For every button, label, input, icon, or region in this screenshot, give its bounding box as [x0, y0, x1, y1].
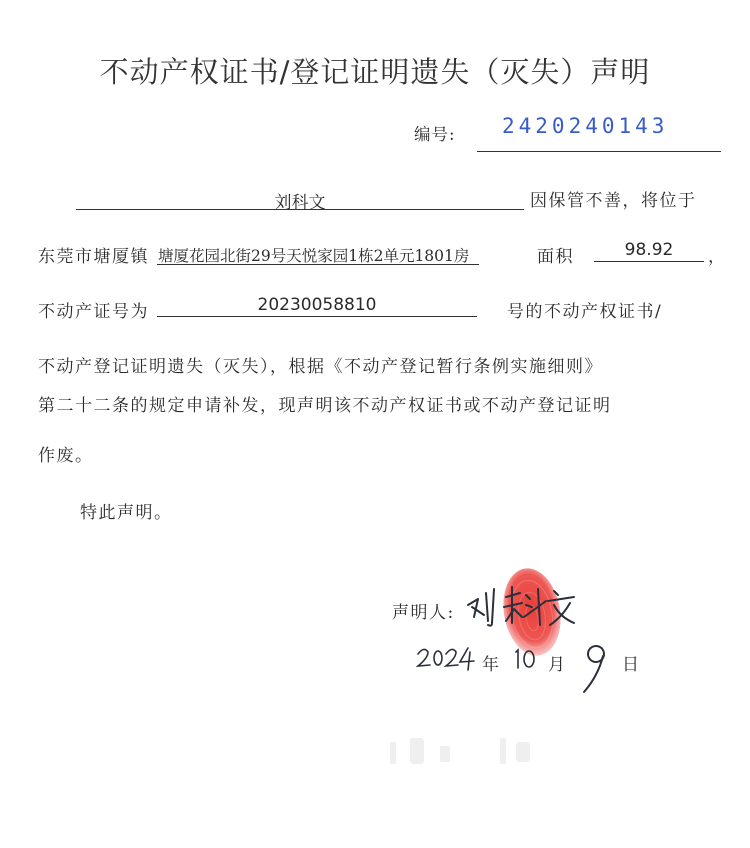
line1-suffix: 因保管不善，将位于: [530, 191, 697, 211]
address-field: 塘厦花园北街29号天悦家园1栋2单元1801房: [158, 247, 470, 265]
address-underline: [157, 264, 479, 265]
area-label: 面积: [537, 247, 574, 267]
date-day-handwritten: [578, 642, 610, 696]
address-prefix: 东莞市塘厦镇: [38, 247, 149, 267]
declarant-name-field: 刘科文: [274, 193, 326, 213]
date-day-unit: 日: [622, 655, 641, 675]
serial-label: 编号:: [414, 125, 456, 144]
certificate-prefix: 不动产证号为: [38, 302, 149, 322]
document-title: 不动产权证书/登记证明遗失（灭失）声明: [99, 55, 651, 89]
serial-number: 2420240143: [502, 114, 669, 138]
date-month-unit: 月: [548, 655, 567, 675]
closing-statement: 特此声明。: [80, 503, 173, 523]
paragraph-line-6: 作废。: [38, 446, 94, 466]
declarant-label: 声明人:: [392, 603, 455, 623]
area-suffix: ，: [708, 247, 727, 267]
area-underline: [594, 261, 704, 262]
certificate-suffix: 号的不动产权证书/: [507, 302, 663, 322]
paragraph-line-5: 第二十二条的规定申请补发，现声明该不动产权证书或不动产登记证明: [38, 396, 612, 416]
date-year-handwritten: [416, 644, 476, 674]
serial-underline: [477, 151, 721, 152]
certificate-number: 20230058810: [257, 295, 377, 315]
name-underline: [76, 209, 524, 210]
date-year-unit: 年: [482, 655, 501, 675]
certificate-underline: [157, 316, 477, 317]
paragraph-line-4: 不动产登记证明遗失（灭失），根据《不动产登记暂行条例实施细则》: [38, 357, 603, 377]
area-value: 98.92: [624, 240, 674, 260]
date-month-handwritten: [512, 644, 542, 674]
handwritten-signature: [462, 577, 592, 637]
bleed-through-marks: [380, 728, 580, 778]
